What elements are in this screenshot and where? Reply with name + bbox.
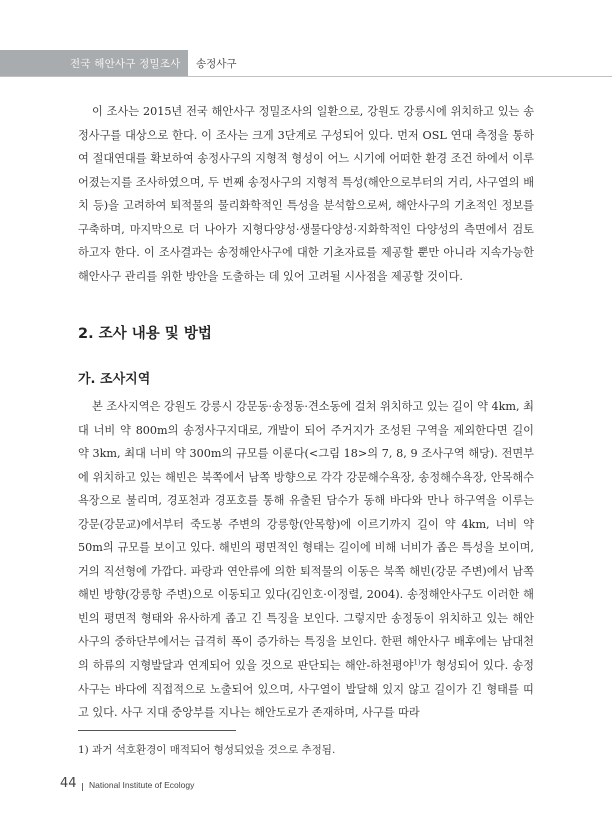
intro-block — [78, 100, 534, 288]
footnote: 1) 과거 석호환경이 매적되어 형성되었을 것으로 추정됨. — [78, 744, 336, 756]
section-body — [78, 395, 534, 725]
header-divider — [188, 50, 190, 76]
footnote-divider — [78, 730, 236, 731]
publisher-name: National Institute of Ecology — [89, 780, 195, 790]
header-site-name: 송정사구 — [196, 58, 237, 70]
running-header — [0, 46, 612, 76]
subsection-title: 가. 조사지역 — [78, 372, 151, 387]
section-title: 2. 조사 내용 및 방법 — [78, 326, 212, 342]
header-series-title: 전국 해안사구 정밀조사 — [70, 58, 181, 70]
footnote-reference[interactable]: 1) — [413, 658, 421, 667]
section-text-part-1: 본 조사지역은 강원도 강릉시 강문동·송정동·견소동에 걸쳐 위치하고 있는 길이 약 4km, 최대 너비 약 800m의 송정사구지대로, 개발이 되어 주거지가 조성된 구역을 제외한다면 길이 약 3km, 최대 너비 약 300m의 규모를 이룬다(<그림 18>의 7, 8, 9 조사구역 해당). 전면부에 위치하고 있는 해빈은 북쪽에서 남쪽 방향으로 각각 강문해수욕장, 송정해수욕장, 안목해수욕장으로 불리며, 경포천과 경포호를 통해 유출된 담수가 동해 바다와 만나 하구역을 이루는 강문(강문교)에서부터 죽도봉 주변의 강릉항(안목항)에 이르기까지 길이 약 4km, 너비 약 50m의 규모를 보이고 있다. 해빈의 평면적인 형태는 길이에 비해 너비가 좁은 특성을 보이며, 거의 직선형에 가깝다. 파랑과 연안류에 의한 퇴적물의 이동은 북쪽 해빈(강문 주변)에서 남쪽 해빈 방향(강릉항 주변)으로 이동되고 있다(김인호·이정렬, 2004). 송정해안사구도 이러한 해빈의 평면적 형태와 유사하게 좁고 긴 특징을 보인다. 그렇지만 송정동이 위치하고 있는 해안사구의 중하단부에서는 급격히 폭이 증가하는 특징을 보인다. 한편 해안사구 배후에는 남대천의 하류의 지형발달과 연계되어 있을 것으로 판단되는 해안-하천평야 — [78, 400, 534, 673]
intro-paragraph: 이 조사는 2015년 전국 해안사구 정밀조사의 일환으로, 강원도 강릉시에 위치하고 있는 송정사구를 대상으로 한다. 이 조사는 크게 3단계로 구성되어 있다. 먼저 OSL 연대 측정을 통하여 절대연대를 확보하여 송정사구의 지형적 형성이 어느 시기에 어떠한 환경 조건 하에서 이루어졌는지를 조사하였으며, 두 번째 송정사구의 지형적 특성(해안으로부터의 거리, 사구열의 배치 등)을 고려하여 퇴적물의 물리화학적인 특성을 분석함으로써, 해안사구의 기초적인 정보를 구축하며, 마지막으로 더 나아가 지형다양성·생물다양성·지화학적인 다양성의 측면에서 검토하고자 한다. 이 조사결과는 송정해안사구에 대한 기초자료를 제공할 뿐만 아니라 지속가능한 해안사구 관리를 위한 방안을 도출하는 데 있어 고려될 시사점을 제공할 것이다. — [78, 105, 534, 283]
header-rule — [0, 76, 612, 77]
page-number: 44 — [60, 776, 77, 791]
footer-separator — [82, 783, 83, 791]
section-text-part-2: 가 형성되어 있다. 송정 사구는 바다에 직접적으로 노출되어 있으며, 사구열이 발달해 있지 않고 길이가 긴 형태를 띠고 있다. 사구 지대 중앙부를 지나는 해안도로가 존재하며, 사구를 따라 — [78, 659, 534, 720]
section-paragraph — [78, 395, 534, 725]
